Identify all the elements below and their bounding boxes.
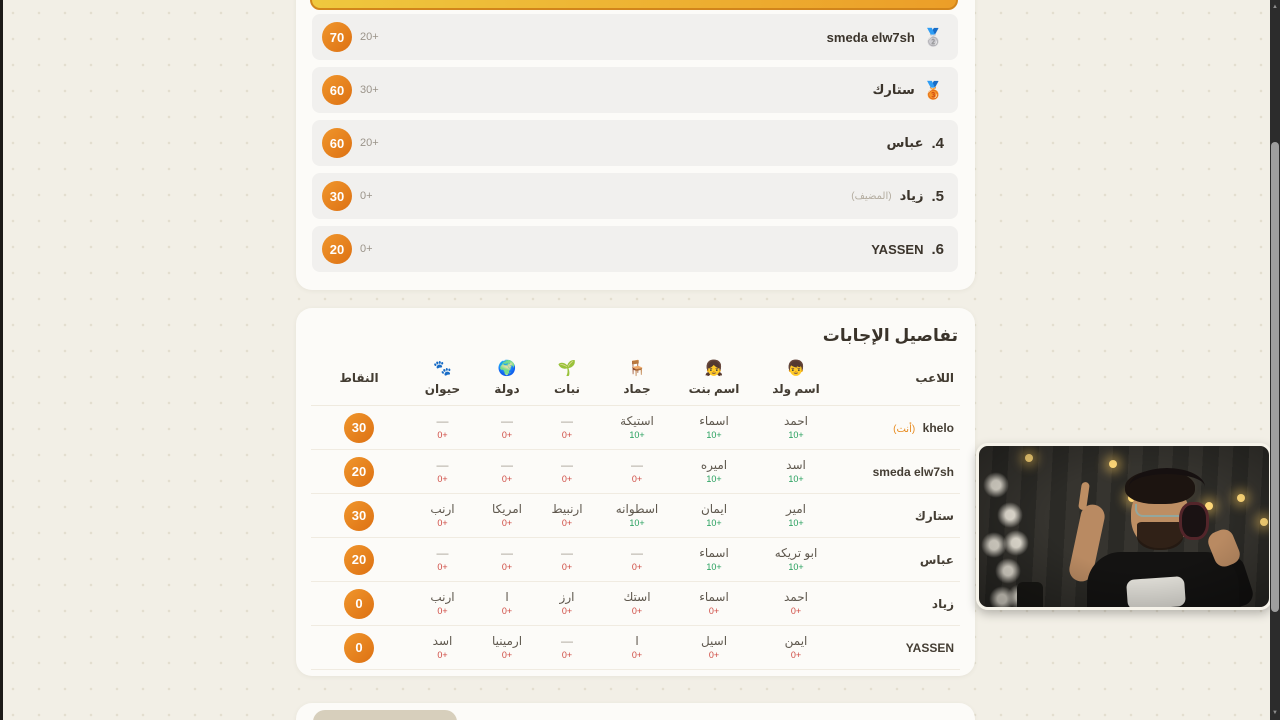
girl-icon: 👧: [704, 360, 724, 377]
silver-medal-icon: 🥈: [922, 27, 944, 47]
webcam-overlay: [976, 443, 1272, 610]
answer-cell: ا +0: [598, 626, 676, 670]
host-suffix: (المضيف): [851, 190, 892, 202]
answer-cell: استيكة +10: [598, 406, 676, 450]
answer-cell: — +0: [536, 626, 598, 670]
leaderboard-row: [312, 67, 958, 113]
answer-cell: احمد +10: [752, 406, 840, 450]
answers-details-card: [296, 308, 975, 676]
player-identity: [871, 241, 944, 258]
leaderboard-row: [312, 14, 958, 60]
vignette: [979, 446, 1269, 607]
you-suffix: (أنت): [893, 423, 916, 435]
points-cell: [311, 582, 407, 626]
answer-row: [311, 450, 960, 494]
details-title: تفاصيل الإجابات: [822, 326, 958, 345]
points-badge: 20: [344, 457, 374, 487]
answer-cell: — +0: [407, 538, 478, 582]
answer-cell: ا +0: [478, 582, 536, 626]
player-name: ستارك: [872, 82, 915, 97]
answer-cell: ابو تريكه +10: [752, 538, 840, 582]
player-cell: زياد: [840, 582, 960, 626]
answer-row: [311, 582, 960, 626]
answer-cell: ارنب +0: [407, 582, 478, 626]
answer-cell: اسماء +10: [676, 538, 752, 582]
answer-cell: اسطوانه +10: [598, 494, 676, 538]
score-group: [322, 75, 379, 105]
points-badge: 30: [344, 413, 374, 443]
answer-cell: امريكا +0: [478, 494, 536, 538]
answer-cell: اسيل +0: [676, 626, 752, 670]
player-cell: ستارك: [840, 494, 960, 538]
answer-cell: اسماء +0: [676, 582, 752, 626]
answer-cell: — +0: [478, 406, 536, 450]
boy-icon: 👦: [786, 360, 806, 377]
answer-cell: اسد +0: [407, 626, 478, 670]
rank-label: 6.: [931, 240, 944, 258]
answer-cell: — +0: [536, 406, 598, 450]
player-cell: YASSEN: [840, 626, 960, 670]
points-cell: [311, 406, 407, 450]
col-plant: 🌱 نبات: [536, 358, 598, 406]
leaderboard-row: [312, 173, 958, 219]
answer-cell: — +0: [598, 450, 676, 494]
scroll-down-icon[interactable]: ▼: [1272, 710, 1278, 716]
answer-cell: — +0: [598, 538, 676, 582]
answer-cell: امير +10: [752, 494, 840, 538]
score-group: [322, 22, 379, 52]
answer-row: [311, 538, 960, 582]
answer-cell: ارمينيا +0: [478, 626, 536, 670]
scrollbar-thumb[interactable]: [1271, 142, 1279, 612]
col-country: 🌍 دولة: [478, 358, 536, 406]
scroll-up-icon[interactable]: ▲: [1272, 4, 1278, 10]
col-points: النقاط: [311, 358, 407, 406]
answer-cell: ارز +0: [536, 582, 598, 626]
chair-icon: 🪑: [627, 360, 647, 377]
answer-cell: ارنبيط +0: [536, 494, 598, 538]
player-name: smeda elw7sh: [826, 29, 915, 45]
player-cell: khelo (أنت): [840, 406, 960, 450]
score-group: [322, 181, 373, 211]
answer-cell: ايمن +0: [752, 626, 840, 670]
leaderboard-row: [312, 120, 958, 166]
points-badge: 0: [344, 633, 374, 663]
paw-prints-icon: 🐾: [433, 360, 452, 377]
answer-cell: استك +0: [598, 582, 676, 626]
bronze-medal-icon: 🥉: [922, 80, 944, 100]
left-edge-strip: [0, 0, 3, 720]
bottom-card: [296, 703, 975, 720]
answer-cell: ارنب +0: [407, 494, 478, 538]
score-delta: +20: [360, 137, 379, 149]
answer-cell: اسد +10: [752, 450, 840, 494]
leaderboard-row: [312, 226, 958, 272]
col-boy-name: 👦 اسم ولد: [752, 358, 840, 406]
player-cell: smeda elw7sh: [840, 450, 960, 494]
col-player: اللاعب: [840, 358, 960, 406]
score-badge: 60: [322, 75, 352, 105]
seedling-icon: 🌱: [557, 360, 577, 377]
score-group: [322, 234, 373, 264]
player-identity: [851, 188, 944, 205]
scrollbar-track[interactable]: [1270, 0, 1280, 720]
answer-row: [311, 406, 960, 450]
points-cell: [311, 626, 407, 670]
points-cell: [311, 538, 407, 582]
player-name: عباس: [886, 135, 924, 150]
score-badge: 30: [322, 181, 352, 211]
first-place-gold-bar: [310, 0, 958, 10]
score-delta: +0: [360, 243, 373, 255]
answer-cell: اسماء +10: [676, 406, 752, 450]
score-delta: +0: [360, 190, 373, 202]
answer-cell: اميره +10: [676, 450, 752, 494]
points-cell: [311, 494, 407, 538]
player-name: YASSEN: [871, 241, 924, 257]
points-badge: 20: [344, 545, 374, 575]
points-cell: [311, 450, 407, 494]
score-delta: +30: [360, 84, 379, 96]
score-badge: 70: [322, 22, 352, 52]
score-badge: 60: [322, 128, 352, 158]
answer-cell: — +0: [536, 538, 598, 582]
player-cell: عباس: [840, 538, 960, 582]
score-delta: +20: [360, 31, 379, 43]
score-badge: 20: [322, 234, 352, 264]
answer-cell: ايمان +10: [676, 494, 752, 538]
player-identity: [886, 135, 944, 152]
player-name: زياد: [899, 188, 924, 203]
table-header-row: [311, 358, 960, 406]
answer-row: [311, 626, 960, 670]
col-girl-name: 👧 اسم بنت: [676, 358, 752, 406]
rank-label: 5.: [931, 187, 944, 205]
answer-cell: — +0: [478, 538, 536, 582]
points-badge: 30: [344, 501, 374, 531]
answers-table: [311, 358, 960, 670]
points-badge: 0: [344, 589, 374, 619]
answer-cell: احمد +0: [752, 582, 840, 626]
col-object: 🪑 جماد: [598, 358, 676, 406]
player-identity: [872, 82, 944, 99]
answer-row: [311, 494, 960, 538]
player-identity: [827, 29, 944, 46]
col-animal: 🐾 حيوان: [407, 358, 478, 406]
answer-cell: — +0: [407, 450, 478, 494]
answer-cell: — +0: [407, 406, 478, 450]
answer-cell: — +0: [478, 450, 536, 494]
globe-icon: 🌍: [497, 360, 517, 377]
rank-label: 4.: [931, 134, 944, 152]
bottom-action-button[interactable]: [313, 710, 457, 720]
score-group: [322, 128, 379, 158]
answer-cell: — +0: [536, 450, 598, 494]
